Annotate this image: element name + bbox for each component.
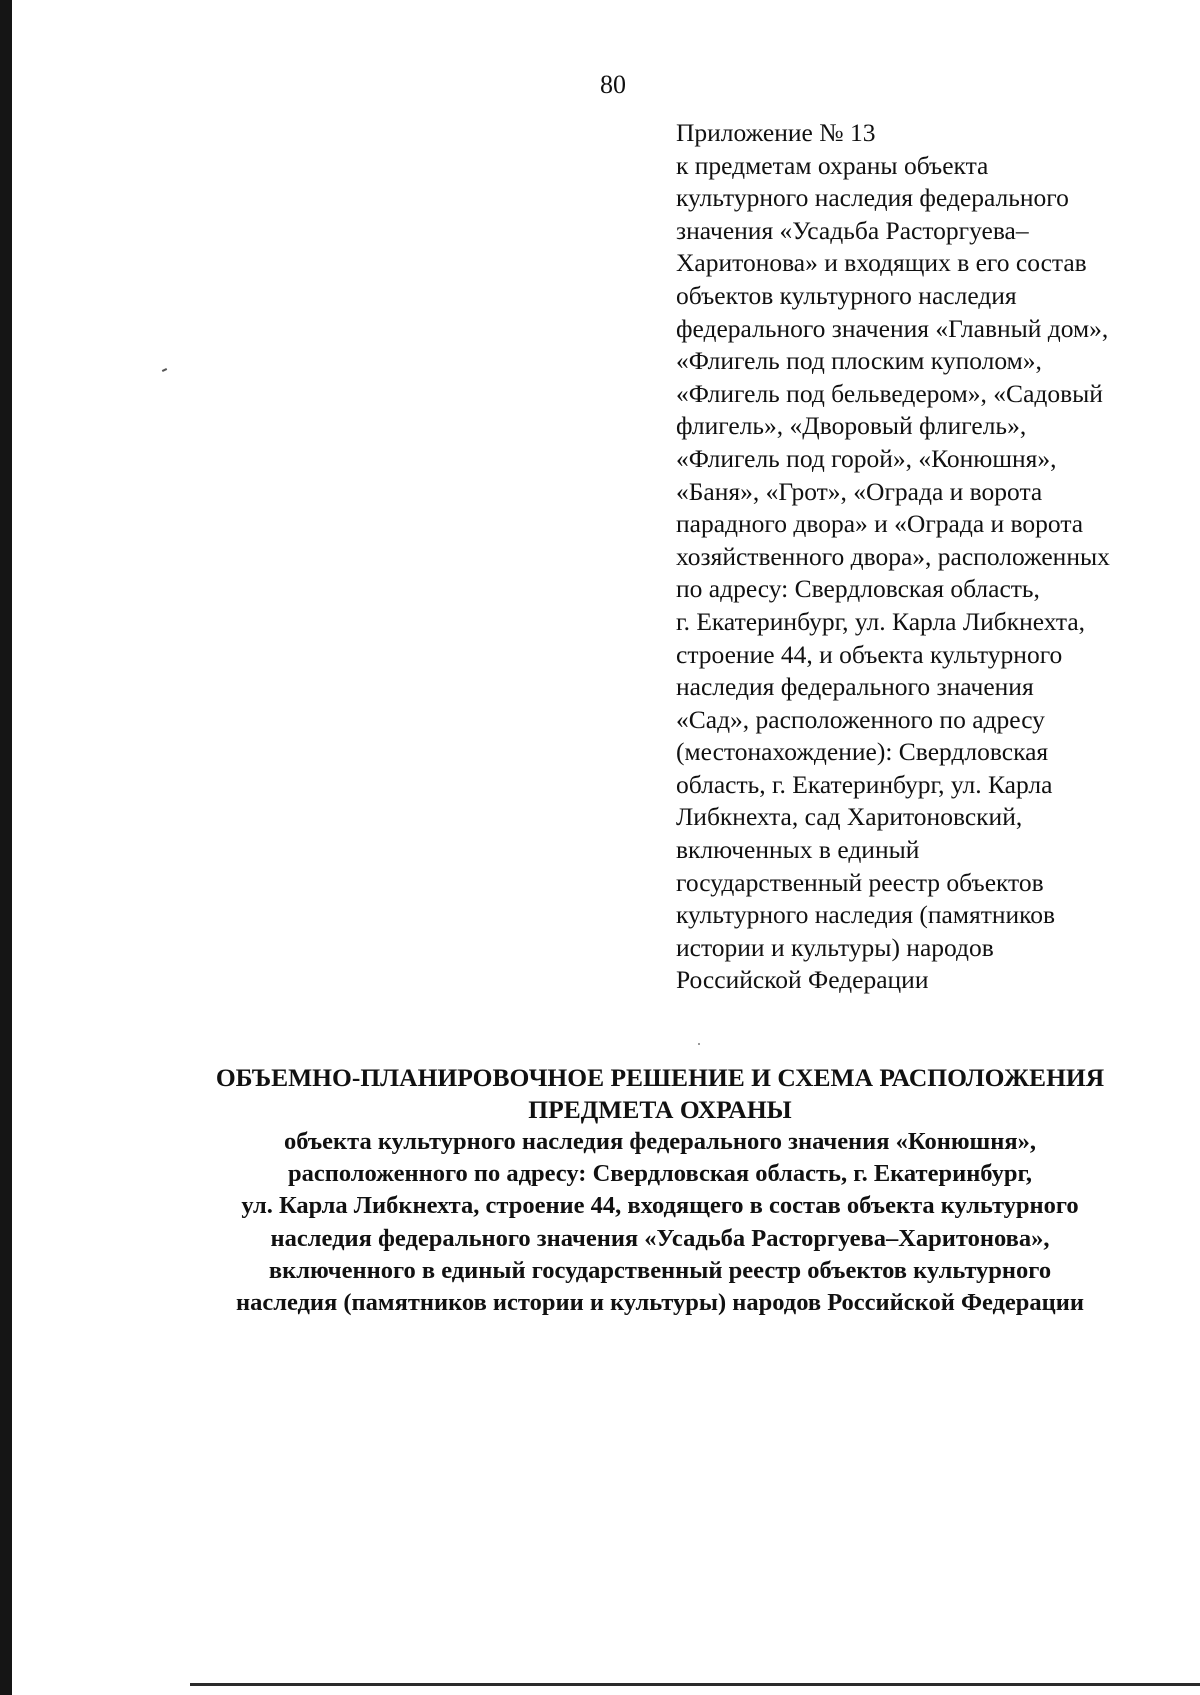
appendix-line: культурного наследия федерального	[676, 183, 1069, 213]
appendix-line: «Флигель под плоским куполом»,	[676, 346, 1042, 376]
appendix-line: истории и культуры) народов	[676, 932, 994, 962]
appendix-line: «Флигель под бельведером», «Садовый	[676, 378, 1103, 408]
appendix-line: «Флигель под горой», «Конюшня»,	[676, 443, 1057, 473]
appendix-line: Российской Федерации	[676, 965, 929, 995]
appendix-line: «Сад», расположенного по адресу	[676, 704, 1045, 734]
appendix-line: (местонахождение): Свердловская	[676, 737, 1049, 767]
heading-subtitle-line: объекта культурного наследия федерального значения «Конюшня»,	[284, 1128, 1036, 1155]
appendix-line: хозяйственного двора», расположенных	[676, 541, 1110, 571]
appendix-line: культурного наследия (памятников	[676, 900, 1056, 930]
appendix-line: государственный реестр объектов	[676, 867, 1044, 897]
appendix-line: г. Екатеринбург, ул. Карла Либкнехта,	[676, 606, 1086, 636]
appendix-line: область, г. Екатеринбург, ул. Карла	[676, 769, 1053, 799]
heading-title-line: ПРЕДМЕТА ОХРАНЫ	[528, 1095, 792, 1124]
appendix-note	[676, 117, 1176, 997]
appendix-line: Приложение № 13	[676, 118, 876, 147]
appendix-line: включенных в единый	[676, 835, 920, 865]
scan-speck	[162, 368, 167, 372]
heading-subtitle-line: наследия федерального значения «Усадьба Расторгуева–Харитонова»,	[270, 1224, 1050, 1252]
page-number: 80	[600, 70, 626, 99]
scan-speck	[698, 1043, 700, 1045]
document-heading	[150, 1062, 1170, 1319]
heading-subtitle-line: включенного в единый государственный реестр объектов культурного	[268, 1256, 1052, 1284]
appendix-line: строение 44, и объекта культурного	[676, 639, 1063, 669]
appendix-line: объектов культурного наследия	[676, 280, 1017, 310]
appendix-line: Либкнехта, сад Харитоновский,	[676, 802, 1023, 832]
appendix-line: наследия федерального значения	[676, 672, 1034, 702]
appendix-line: по адресу: Свердловская область,	[676, 574, 1040, 604]
appendix-line: федерального значения «Главный дом»,	[676, 313, 1109, 343]
appendix-line: к предметам охраны объекта	[676, 150, 989, 180]
heading-subtitle-line: наследия (памятников истории и культуры) народов Российской Федерации	[235, 1289, 1085, 1317]
heading-subtitle-line: ул. Карла Либкнехта, строение 44, входящего в состав объекта культурного	[241, 1192, 1079, 1220]
appendix-line: «Баня», «Грот», «Ограда и ворота	[676, 476, 1043, 506]
scan-edge-bottom	[190, 1683, 1200, 1686]
heading-title-line: ОБЪЕМНО-ПЛАНИРОВОЧНОЕ РЕШЕНИЕ И СХЕМА РАСПОЛОЖЕНИЯ	[215, 1063, 1105, 1092]
heading-subtitle-line: расположенного по адресу: Свердловская область, г. Екатеринбург,	[288, 1160, 1032, 1188]
appendix-line: значения «Усадьба Расторгуева–	[676, 215, 1029, 245]
appendix-line: флигель», «Дворовый флигель»,	[676, 411, 1027, 441]
appendix-line: Харитонова» и входящих в его состав	[676, 248, 1087, 278]
scan-edge-left	[0, 0, 12, 1695]
appendix-line: парадного двора» и «Ограда и ворота	[676, 509, 1084, 539]
